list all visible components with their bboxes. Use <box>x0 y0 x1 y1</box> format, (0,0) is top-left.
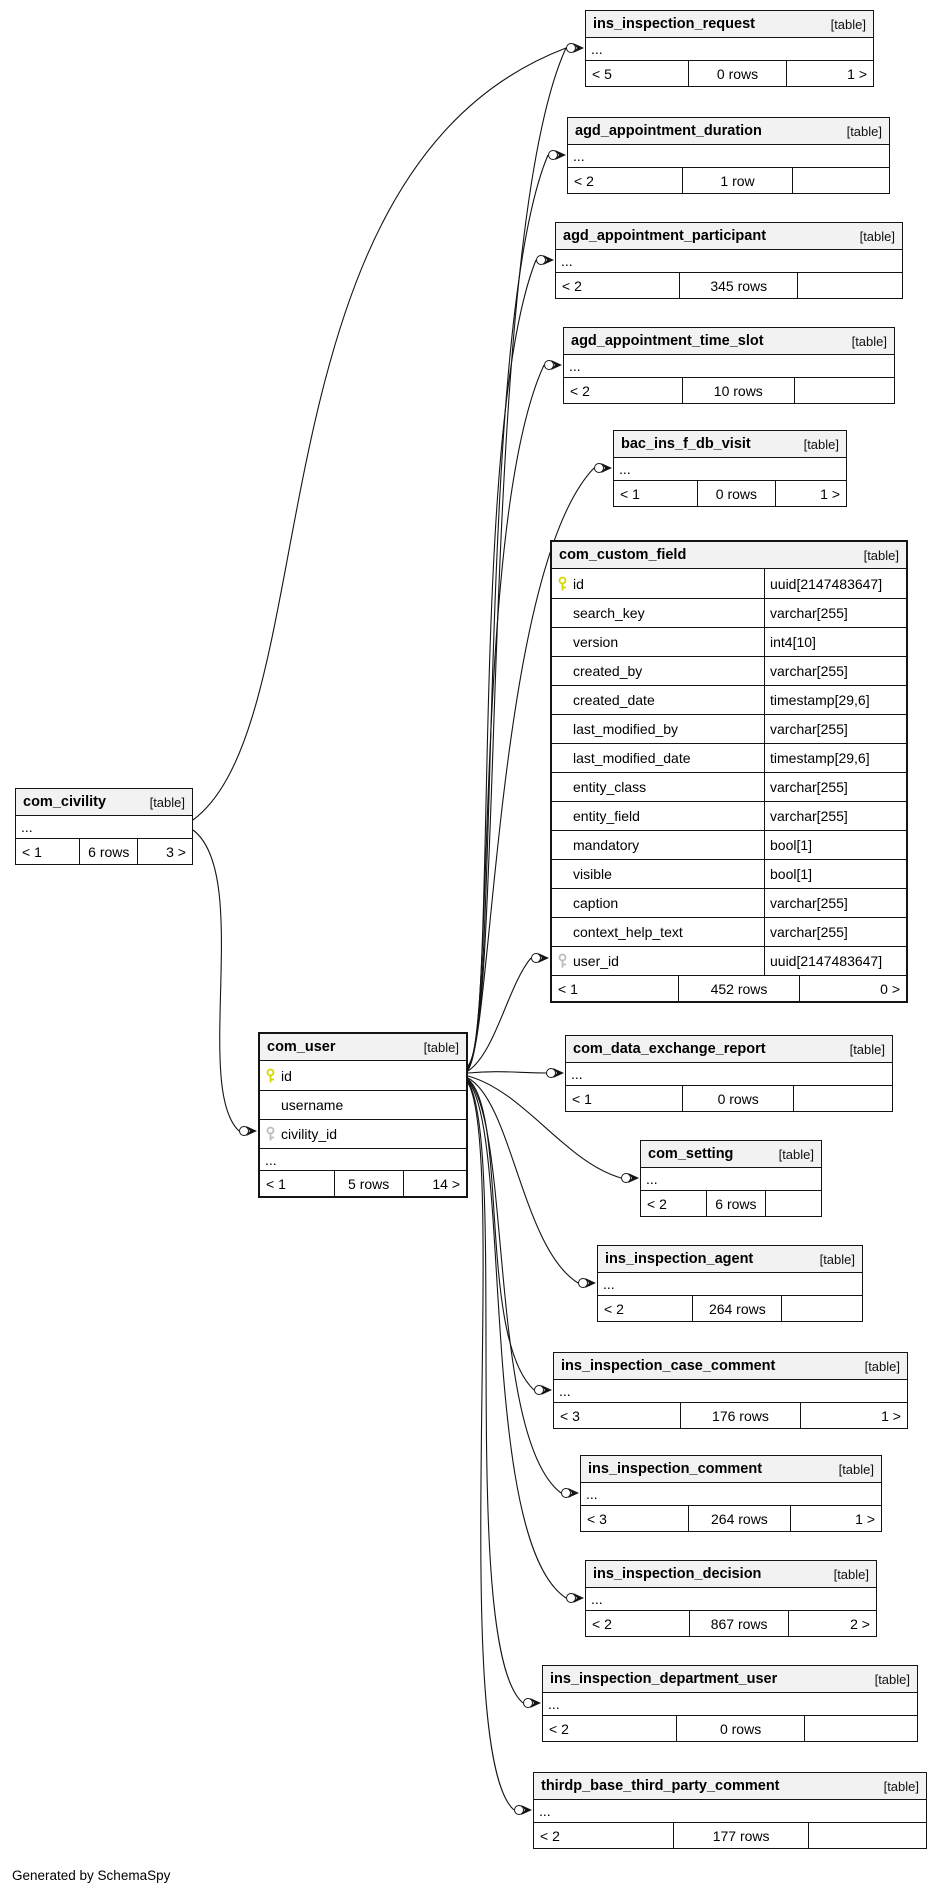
column-row-user_id <box>552 946 906 975</box>
footer-row-count: 264 rows <box>688 1506 791 1531</box>
column-row-mandatory <box>552 830 906 859</box>
table-type-badge: [table] <box>819 1251 855 1267</box>
column-name: ... <box>586 1486 598 1502</box>
fk-connector <box>547 1068 565 1078</box>
footer-parent-count: < 2 <box>592 1615 612 1632</box>
table-type-badge: [table] <box>849 1041 885 1057</box>
column-name: ... <box>591 1591 603 1607</box>
fk-connector <box>532 953 550 963</box>
table-header <box>581 1456 881 1483</box>
table-name[interactable]: ins_inspection_comment <box>588 1461 763 1477</box>
table-name[interactable]: com_data_exchange_report <box>573 1041 766 1057</box>
column-row-context_help_text <box>552 917 906 946</box>
table-type-badge: [table] <box>851 333 887 349</box>
fk-connector <box>537 255 555 265</box>
collapsed-columns-row <box>641 1168 821 1190</box>
table-name[interactable]: ins_inspection_decision <box>593 1566 762 1582</box>
fk-connector <box>549 150 567 160</box>
footer-row-count: 6 rows <box>79 839 138 864</box>
footer-parent-count: < 2 <box>570 382 590 399</box>
table-type-badge: [table] <box>778 1146 814 1162</box>
column-name: ... <box>265 1151 277 1168</box>
fk-connector <box>535 1385 553 1395</box>
footer-parent-count: < 5 <box>592 65 612 82</box>
column-name: entity_class <box>573 779 647 795</box>
column-name: ... <box>539 1803 551 1819</box>
collapsed-columns-row <box>581 1483 881 1505</box>
fk-connector <box>595 463 613 473</box>
column-type: varchar[255] <box>764 802 906 830</box>
table-node-ins_inspection_decision <box>585 1560 877 1637</box>
footer-row-count: 176 rows <box>680 1403 802 1428</box>
fk-connector <box>515 1805 533 1815</box>
footer-child-count: 14 > <box>432 1175 460 1192</box>
footer-row-count: 5 rows <box>334 1171 404 1196</box>
collapsed-columns-row <box>260 1148 466 1170</box>
table-header <box>568 118 889 145</box>
column-row-id <box>552 569 906 598</box>
column-row-visible <box>552 859 906 888</box>
column-type: varchar[255] <box>764 889 906 917</box>
table-header <box>566 1036 892 1063</box>
footer-row-count: 0 rows <box>688 61 786 86</box>
column-name: created_date <box>573 692 655 708</box>
schemaspy-credit: Generated by SchemaSpy <box>12 1868 171 1883</box>
column-name: civility_id <box>281 1126 338 1142</box>
primary-key-icon <box>260 1068 281 1084</box>
column-type: varchar[255] <box>764 599 906 627</box>
footer-parent-count: < 3 <box>587 1510 607 1527</box>
table-header <box>260 1034 466 1061</box>
footer-child-count: 3 > <box>166 843 186 860</box>
table-node-agd_appointment_duration <box>567 117 890 194</box>
collapsed-columns-row <box>543 1693 917 1715</box>
footer-child-count <box>794 1086 892 1111</box>
column-name: ... <box>619 461 631 477</box>
fk-connector <box>545 360 563 370</box>
footer-child-count <box>766 1191 821 1216</box>
column-row-search_key <box>552 598 906 627</box>
collapsed-columns-row <box>534 1800 926 1822</box>
collapsed-columns-row <box>598 1273 862 1295</box>
column-name: ... <box>571 1066 583 1082</box>
footer-child-count <box>793 168 889 193</box>
column-name: ... <box>21 819 33 835</box>
column-type: bool[1] <box>764 860 906 888</box>
column-row-version <box>552 627 906 656</box>
footer-parent-count: < 2 <box>647 1195 667 1212</box>
column-type: int4[10] <box>764 628 906 656</box>
table-type-badge: [table] <box>859 228 895 244</box>
table-name[interactable]: thirdp_base_third_party_comment <box>541 1778 780 1794</box>
table-type-badge: [table] <box>864 1358 900 1374</box>
table-type-badge: [table] <box>830 16 866 32</box>
table-node-ins_inspection_comment <box>580 1455 882 1532</box>
table-footer <box>556 272 902 298</box>
table-node-com_data_exchange_report <box>565 1035 893 1112</box>
column-name: ... <box>548 1696 560 1712</box>
table-name[interactable]: ins_inspection_case_comment <box>561 1358 776 1374</box>
column-name: visible <box>573 866 612 882</box>
column-type: uuid[2147483647] <box>764 569 906 598</box>
table-footer <box>543 1715 917 1741</box>
footer-child-count <box>798 273 902 298</box>
footer-child-count <box>782 1296 862 1321</box>
table-header <box>534 1773 926 1800</box>
table-name[interactable]: agd_appointment_duration <box>575 123 762 139</box>
table-name[interactable]: bac_ins_f_db_visit <box>621 436 751 452</box>
table-footer <box>598 1295 862 1321</box>
footer-child-count: 1 > <box>855 1510 875 1527</box>
table-header <box>564 328 894 355</box>
table-footer <box>566 1085 892 1111</box>
collapsed-columns-row <box>586 1588 876 1610</box>
column-name: last_modified_by <box>573 721 679 737</box>
column-name: last_modified_date <box>573 750 691 766</box>
table-header <box>556 223 902 250</box>
table-header <box>16 789 192 816</box>
fk-connector <box>622 1173 640 1183</box>
footer-child-count: 0 > <box>880 980 900 997</box>
column-row-entity_field <box>552 801 906 830</box>
table-header <box>586 11 873 38</box>
footer-child-count: 1 > <box>820 485 840 502</box>
footer-row-count: 0 rows <box>676 1716 805 1741</box>
column-name: ... <box>559 1383 571 1399</box>
table-type-badge: [table] <box>863 547 899 563</box>
table-node-agd_appointment_time_slot <box>563 327 895 404</box>
table-name[interactable]: com_civility <box>23 794 107 810</box>
fk-connector <box>562 1488 580 1498</box>
column-name: version <box>573 634 619 650</box>
footer-row-count: 452 rows <box>678 976 800 1001</box>
fk-connector <box>579 1278 597 1288</box>
footer-child-count <box>805 1716 917 1741</box>
column-name: mandatory <box>573 837 640 853</box>
column-row-username <box>260 1090 466 1119</box>
table-name[interactable]: agd_appointment_time_slot <box>571 333 764 349</box>
column-type: timestamp[29,6] <box>764 744 906 772</box>
table-header <box>543 1666 917 1693</box>
table-type-badge: [table] <box>803 436 839 452</box>
column-name: entity_field <box>573 808 640 824</box>
column-type: uuid[2147483647] <box>764 947 906 975</box>
footer-child-count: 1 > <box>847 65 868 82</box>
table-node-thirdp_base_third_party_comment <box>533 1772 927 1849</box>
footer-parent-count: < 2 <box>574 172 594 189</box>
collapsed-columns-row <box>554 1380 907 1402</box>
primary-key-icon <box>552 576 573 592</box>
table-header <box>598 1246 862 1273</box>
footer-child-count: 2 > <box>850 1615 870 1632</box>
table-name[interactable]: ins_inspection_request <box>593 16 755 32</box>
table-footer <box>581 1505 881 1531</box>
column-row-civility_id <box>260 1119 466 1148</box>
foreign-key-icon <box>260 1126 281 1142</box>
column-row-last_modified_by <box>552 714 906 743</box>
column-row-created_date <box>552 685 906 714</box>
table-header <box>552 542 906 569</box>
table-node-bac_ins_f_db_visit <box>613 430 847 507</box>
collapsed-columns-row <box>16 816 192 838</box>
column-type: varchar[255] <box>764 715 906 743</box>
table-footer <box>641 1190 821 1216</box>
table-node-com_custom_field <box>550 540 908 1003</box>
table-name[interactable]: com_custom_field <box>559 547 687 563</box>
column-name: ... <box>573 148 585 164</box>
fk-connector <box>524 1698 542 1708</box>
column-type: varchar[255] <box>764 918 906 946</box>
footer-row-count: 177 rows <box>673 1823 808 1848</box>
table-node-com_user <box>258 1032 468 1198</box>
footer-row-count: 0 rows <box>697 481 776 506</box>
column-type: varchar[255] <box>764 657 906 685</box>
column-type: timestamp[29,6] <box>764 686 906 714</box>
footer-row-count: 264 rows <box>692 1296 782 1321</box>
table-name[interactable]: agd_appointment_participant <box>563 228 767 244</box>
table-type-badge: [table] <box>846 123 882 139</box>
column-row-last_modified_date <box>552 743 906 772</box>
footer-parent-count: < 2 <box>540 1827 560 1844</box>
footer-row-count: 345 rows <box>679 273 798 298</box>
footer-parent-count: < 2 <box>549 1720 569 1737</box>
fk-connector <box>567 43 585 53</box>
footer-parent-count: < 1 <box>558 980 578 997</box>
table-footer <box>260 1170 466 1196</box>
table-footer <box>564 377 894 403</box>
table-footer <box>16 838 192 864</box>
table-type-badge: [table] <box>874 1671 910 1687</box>
column-name: ... <box>603 1276 615 1292</box>
column-name: search_key <box>573 605 645 621</box>
footer-child-count <box>809 1823 926 1848</box>
foreign-key-icon <box>552 953 573 969</box>
column-name: id <box>281 1067 292 1084</box>
table-name[interactable]: ins_inspection_agent <box>605 1251 754 1267</box>
table-name[interactable]: com_user <box>267 1039 336 1055</box>
table-name[interactable]: com_setting <box>648 1146 734 1162</box>
collapsed-columns-row <box>568 145 889 167</box>
table-name[interactable]: ins_inspection_department_user <box>550 1671 778 1687</box>
column-row-created_by <box>552 656 906 685</box>
column-row-caption <box>552 888 906 917</box>
table-header <box>614 431 846 458</box>
collapsed-columns-row <box>614 458 846 480</box>
footer-child-count: 1 > <box>881 1407 901 1424</box>
fk-connector <box>567 1593 585 1603</box>
table-footer <box>586 60 873 86</box>
table-node-ins_inspection_request <box>585 10 874 87</box>
column-type: varchar[255] <box>764 773 906 801</box>
table-node-ins_inspection_agent <box>597 1245 863 1322</box>
column-name: username <box>281 1097 344 1113</box>
footer-row-count: 0 rows <box>682 1086 794 1111</box>
column-name: id <box>573 575 584 592</box>
table-header <box>641 1141 821 1168</box>
table-type-badge: [table] <box>838 1461 874 1477</box>
footer-parent-count: < 1 <box>22 843 42 860</box>
table-footer <box>614 480 846 506</box>
table-header <box>554 1353 907 1380</box>
footer-parent-count: < 2 <box>604 1300 624 1317</box>
table-node-agd_appointment_participant <box>555 222 903 299</box>
column-name: ... <box>646 1171 658 1187</box>
table-footer <box>554 1402 907 1428</box>
table-type-badge: [table] <box>149 794 185 810</box>
footer-parent-count: < 1 <box>266 1175 286 1192</box>
table-header <box>586 1561 876 1588</box>
table-node-com_setting <box>640 1140 822 1217</box>
column-name: ... <box>561 253 573 269</box>
footer-row-count: 6 rows <box>706 1191 767 1216</box>
footer-parent-count: < 2 <box>562 277 582 294</box>
collapsed-columns-row <box>556 250 902 272</box>
fk-connector <box>240 1126 258 1136</box>
table-footer <box>534 1822 926 1848</box>
collapsed-columns-row <box>566 1063 892 1085</box>
table-footer <box>586 1610 876 1636</box>
collapsed-columns-row <box>564 355 894 377</box>
table-type-badge: [table] <box>833 1566 869 1582</box>
column-name: created_by <box>573 663 643 679</box>
column-name: caption <box>573 895 619 911</box>
footer-row-count: 1 row <box>682 168 792 193</box>
footer-parent-count: < 3 <box>560 1407 580 1424</box>
footer-parent-count: < 1 <box>572 1090 592 1107</box>
table-node-ins_inspection_department_user <box>542 1665 918 1742</box>
column-name: ... <box>569 358 581 374</box>
footer-child-count <box>795 378 894 403</box>
column-name: context_help_text <box>573 924 683 940</box>
footer-row-count: 867 rows <box>689 1611 788 1636</box>
table-footer <box>568 167 889 193</box>
table-node-com_civility <box>15 788 193 865</box>
column-type: bool[1] <box>764 831 906 859</box>
column-row-id <box>260 1061 466 1090</box>
footer-parent-count: < 1 <box>620 485 640 502</box>
footer-row-count: 10 rows <box>682 378 796 403</box>
column-name: user_id <box>573 953 619 969</box>
table-footer <box>552 975 906 1001</box>
column-row-entity_class <box>552 772 906 801</box>
table-type-badge: [table] <box>883 1778 919 1794</box>
table-node-ins_inspection_case_comment <box>553 1352 908 1429</box>
collapsed-columns-row <box>586 38 873 60</box>
table-type-badge: [table] <box>423 1039 459 1055</box>
column-name: ... <box>591 41 603 57</box>
